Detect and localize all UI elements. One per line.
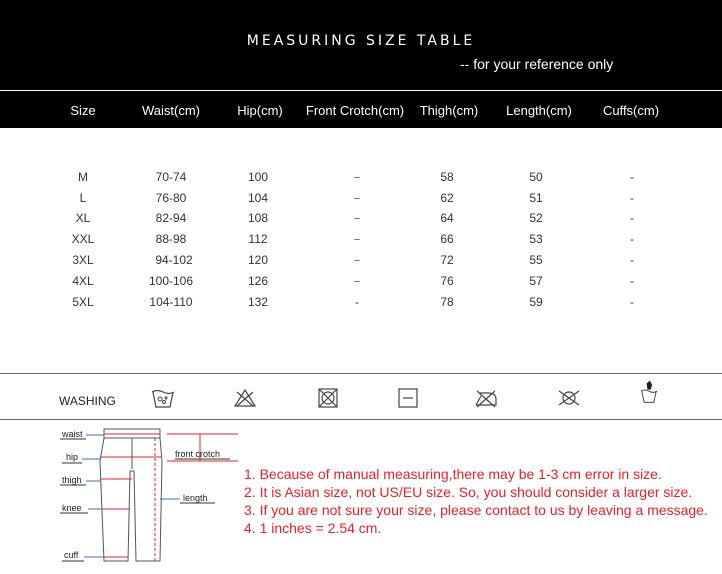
table-cell: 88-98	[155, 232, 187, 246]
diagram-label-thigh: thigh	[62, 475, 82, 485]
table-cell: 82-94	[155, 211, 187, 225]
table-cell: 126	[247, 274, 269, 288]
page-title: MEASURING SIZE TABLE	[246, 33, 476, 49]
table-cell: 78	[440, 295, 454, 309]
table-cell: -	[630, 253, 634, 267]
table-cell: –	[354, 213, 360, 224]
table-cell: –	[354, 193, 360, 204]
table-cell: -	[630, 295, 634, 309]
notes-list	[244, 465, 708, 537]
table-cell: 66	[440, 232, 454, 246]
diagram-label-front-crotch: front crotch	[175, 449, 221, 459]
note-item: 4. 1 inches = 2.54 cm.	[244, 520, 382, 536]
note-item: 1. Because of manual measuring,there may be 1-3 cm error in size.	[244, 466, 662, 482]
table-cell: L	[79, 191, 87, 205]
table-cell: 3XL	[72, 253, 94, 267]
table-cell: 52	[529, 211, 543, 225]
table-cell: 4XL	[72, 274, 94, 288]
table-header-row	[0, 90, 722, 128]
table-cell: 94-102	[155, 253, 193, 267]
iron-low-icon	[474, 386, 498, 410]
page-subtitle: -- for your reference only	[460, 56, 614, 72]
table-cell: 76	[440, 274, 454, 288]
table-cell: –	[354, 234, 360, 245]
hand-wash-icon	[151, 386, 175, 410]
washing-label: WASHING	[59, 394, 116, 408]
table-cell: 100	[247, 170, 269, 184]
table-cell: 50	[529, 170, 543, 184]
table-cell: XL	[75, 211, 91, 225]
table-cell: –	[354, 172, 360, 183]
column-header-size: Size	[70, 103, 96, 118]
dry-flat-icon	[396, 386, 420, 410]
do-not-bleach-icon	[233, 386, 257, 410]
table-cell: 132	[247, 295, 269, 309]
table-cell: 72	[440, 253, 454, 267]
table-cell: -	[630, 232, 634, 246]
diagram-label-knee: knee	[62, 503, 82, 513]
column-header-waist: Waist(cm)	[141, 103, 201, 118]
table-cell: 5XL	[72, 295, 94, 309]
table-cell: -	[630, 191, 634, 205]
measurement-diagram	[0, 421, 722, 574]
diagram-label-cuff: cuff	[64, 550, 79, 560]
table-cell: 53	[529, 232, 543, 246]
table-cell: –	[354, 255, 360, 266]
note-item: 3. If you are not sure your size, please contact to us by leaving a message.	[244, 502, 708, 518]
do-not-tumble-dry-icon	[316, 386, 340, 410]
table-cell: 76-80	[155, 191, 187, 205]
table-cell: -	[630, 211, 634, 225]
table-cell: 64	[440, 211, 454, 225]
table-cell: 70-74	[155, 170, 187, 184]
table-cell: 104-110	[149, 295, 193, 309]
table-cell: 62	[440, 191, 454, 205]
hand-wash-glove-icon	[637, 380, 661, 404]
header-banner	[0, 0, 722, 128]
do-not-dry-clean-icon	[557, 386, 581, 410]
diagram-label-hip: hip	[66, 452, 79, 462]
table-cell: -	[355, 295, 359, 309]
table-cell: 108	[247, 211, 269, 225]
washing-section	[0, 376, 722, 420]
table-cell: 100-106	[148, 274, 194, 288]
table-cell: 57	[529, 274, 543, 288]
diagram-label-length: length	[183, 493, 208, 503]
note-item: 2. It is Asian size, not US/EU size. So, you should consider a larger size.	[244, 484, 693, 500]
table-cell: 51	[529, 191, 543, 205]
column-header-front-crotch: Front Crotch(cm)	[305, 103, 405, 118]
column-header-cuffs: Cuffs(cm)	[602, 103, 660, 118]
table-cell: –	[354, 276, 360, 287]
diagram-label-waist: waist	[62, 429, 83, 439]
table-cell: XXL	[71, 232, 95, 246]
table-cell: -	[630, 170, 634, 184]
table-cell: -	[630, 274, 634, 288]
size-table-body	[0, 128, 722, 374]
column-header-length: Length(cm)	[506, 103, 572, 118]
table-cell: 58	[440, 170, 454, 184]
column-header-thigh: Thigh(cm)	[419, 103, 479, 118]
table-cell: 55	[529, 253, 543, 267]
table-cell: M	[78, 170, 88, 184]
table-cell: 112	[248, 232, 268, 246]
table-cell: 104	[247, 191, 269, 205]
column-header-hip: Hip(cm)	[237, 103, 283, 118]
table-cell: 59	[529, 295, 543, 309]
table-cell: 120	[247, 253, 269, 267]
